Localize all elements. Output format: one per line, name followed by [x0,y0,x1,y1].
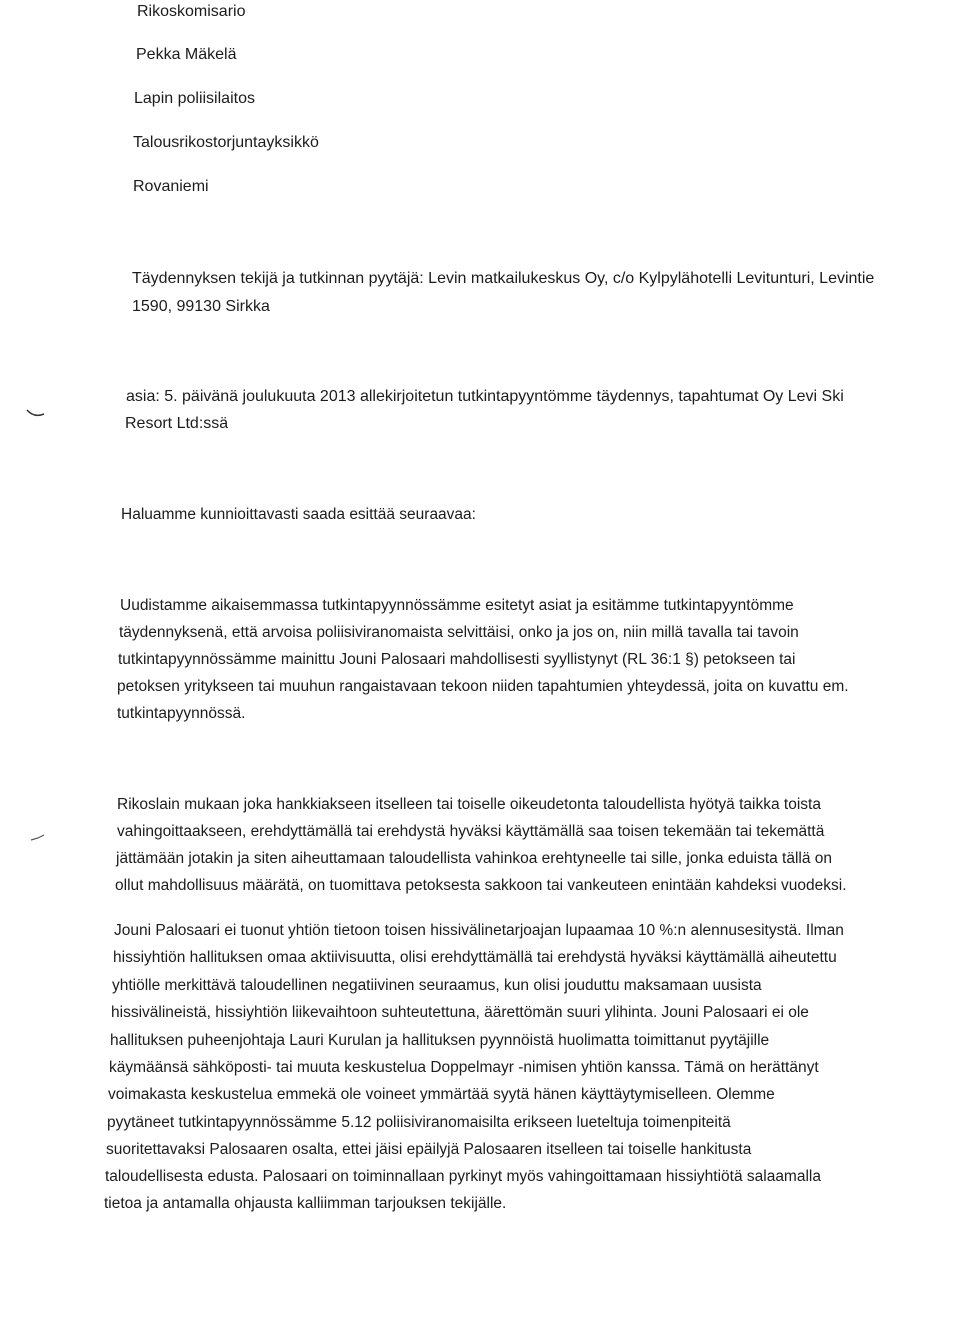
paragraph-line: Uudistamme aikaisemmassa tutkintapyynnössämme esitetyt asiat ja esitämme tutkintapyyntömme [120,597,794,614]
subject-line: Resort Ltd:ssä [125,415,229,432]
paragraph-line: vahingoittaakseen, erehdyttämällä tai erehdystä hyväksi käyttämällä saa toisen tekemään tai tekemättä [117,823,825,840]
paragraph-line: tutkintapyynnössä. [117,705,246,722]
paragraph-line: täydennyksenä, että arvoisa poliisiviranomaista selvittäisi, onko ja jos on, niin millä tavalla tai tavoin [119,624,799,641]
supplement-line: Täydennyksen tekijä ja tutkinnan pyytäjä: Levin matkailukeskus Oy, c/o Kylpylähotelli Levitunturi, Levintie [132,270,875,287]
request-text: Haluamme kunnioittavasti saada esittää seuraavaa: [121,506,476,523]
recipient-organization: Lapin poliisilaitos [134,90,255,107]
paragraph-line: pyytäneet tutkintapyynnössämme 5.12 poliisiviranomaisilta erikseen lueteltuja toimenpiteitä [107,1114,731,1131]
paragraph-line: voimakasta keskustelua emmekä ole voineet ymmärtää syytä hänen käyttäytymiselleen. Olemme [108,1086,775,1103]
scan-mark [26,408,46,424]
paragraph-line: jättämään jotakin ja siten aiheuttamaan taloudellista vahinkoa erehtyneelle tai sille, jonka eduista tällä on [116,850,833,867]
scan-mark [30,832,46,844]
paragraph-line: hissiyhtiön hallituksen omaa aktiivisuutta, olisi erehdyttämällä tai erehdystä hyväksi käyttämällä aiheutettu [113,949,837,966]
recipient-city: Rovaniemi [133,178,209,195]
recipient-title: Rikoskomisario [137,3,246,20]
paragraph-line: hallituksen puheenjohtaja Lauri Kurulan ja hallituksen pyynnöistä huolimatta toimittanut pyytäjille [110,1032,770,1049]
paragraph-line: Rikoslain mukaan joka hankkiakseen itselleen tai toiselle oikeudetonta taloudellista hyötyä taikka toista [117,796,821,813]
paragraph-line: yhtiölle merkittävä taloudellinen negatiivinen seuraamus, kun olisi jouduttu maksamaan uusista [112,977,762,994]
paragraph-line: suoritettavaksi Palosaaren osalta, ettei jäisi epäilyjä Palosaaren itselleen tai toiselle hankitusta [106,1141,752,1158]
supplement-line: 1590, 99130 Sirkka [132,298,270,315]
paragraph-line: ollut mahdollisuus määrätä, on tuomittava petoksesta sakkoon tai vankeuteen enintään kahdeksi vuodeksi. [115,877,847,894]
paragraph-line: käymäänsä sähköposti- tai muuta keskustelua Doppelmayr -nimisen yhtiön kanssa. Tämä on herättänyt [109,1059,819,1076]
paragraph-line: petoksen yritykseen tai muuhun rangaistavaan tekoon niiden tapahtumien yhteydessä, joita on kuvattu em. [117,678,849,695]
paragraph-line: tutkintapyynnössämme mainittu Jouni Palosaari mahdollisesti syyllistynyt (RL 36:1 §) petokseen tai [118,651,796,668]
paragraph-line: tietoa ja antamalla ohjausta kalliimman tarjouksen tekijälle. [104,1195,507,1212]
paragraph-line: Jouni Palosaari ei tuonut yhtiön tietoon toisen hissivälinetarjoajan lupaamaa 10 %:n alennusesitystä. Ilman [114,922,844,939]
subject-line: asia: 5. päivänä joulukuuta 2013 allekirjoitetun tutkintapyyntömme täydennys, tapahtumat Oy Levi Ski [126,388,844,405]
recipient-unit: Talousrikostorjuntayksikkö [133,134,319,151]
recipient-name: Pekka Mäkelä [136,46,237,63]
paragraph-line: taloudellisesta edusta. Palosaari on toiminnallaan pyrkinyt myös vahingoittamaan hissiyhtiötä salaamalla [105,1168,821,1185]
paragraph-line: hissivälineistä, hissiyhtiön liikevaihtoon suhteutettuna, äärettömän suuri ylihinta. Jouni Palosaari ei ole [111,1004,809,1021]
